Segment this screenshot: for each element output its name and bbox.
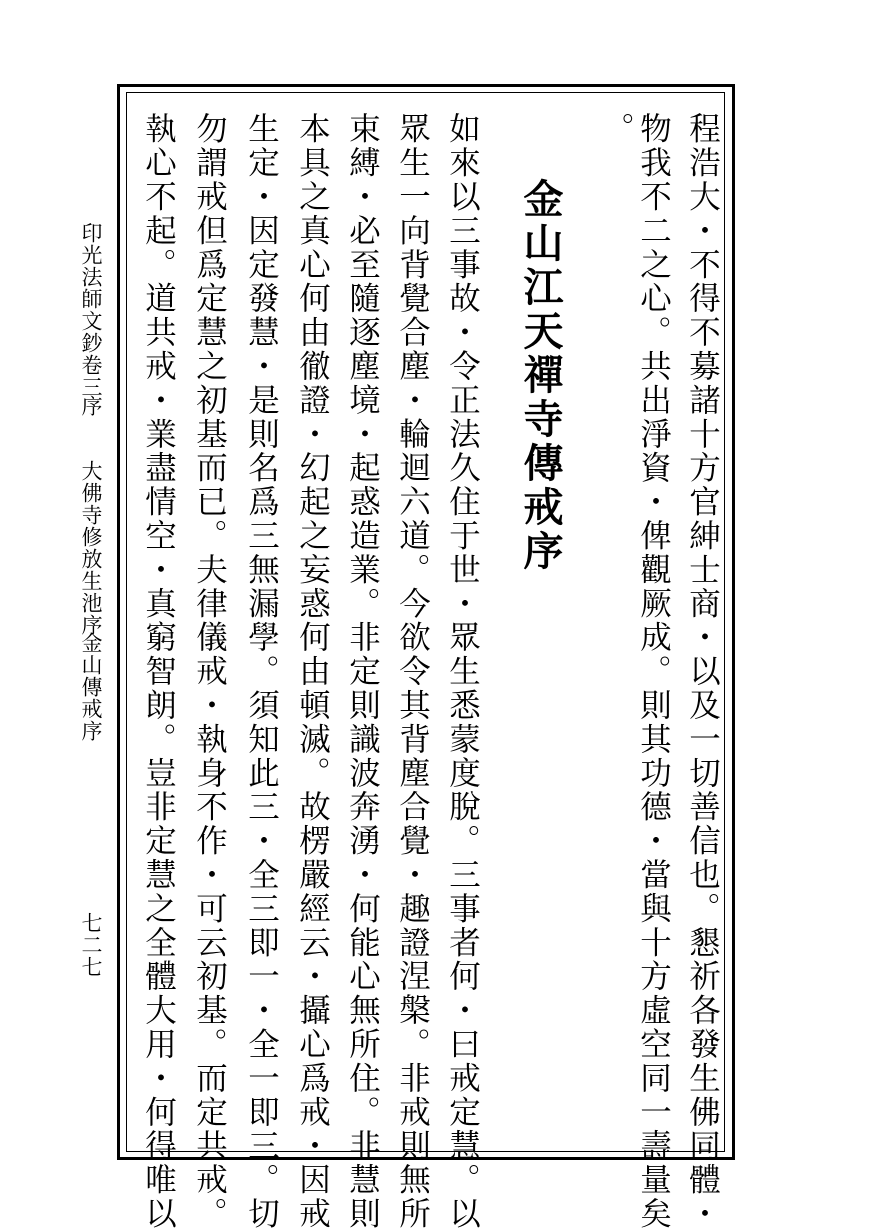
running-header-section: 序 [79, 395, 103, 417]
text-column-3: 。 [598, 112, 635, 146]
text-column-6: 束縛・必至隨逐塵境・起惑造業。非定則識波奔湧・何能心無所住。非慧則 [344, 112, 381, 1231]
article-title: 金山江天禪寺傳戒序 [517, 178, 564, 574]
text-column-1: 程浩大・不得不募諸十方官紳士商・以及一切善信也。懇祈各發生佛同體・ [684, 112, 721, 1231]
text-column-8: 生定・因定發慧・是則名爲三無漏學。須知此三・全三即一・全一即三。切 [243, 112, 280, 1231]
page-number: 七二七 [79, 912, 103, 978]
text-column-10: 執心不起。道共戒・業盡情空・真窮智朗。豈非定慧之全體大用・何得唯以 [140, 112, 177, 1231]
text-column-7: 本具之真心何由徹證・幻起之妄惑何由頓滅。故楞嚴經云・攝心爲戒・因戒 [294, 112, 331, 1231]
text-column-9: 勿謂戒但爲定慧之初基而已。夫律儀戒・執身不作・可云初基。而定共戒。 [191, 112, 228, 1231]
running-header-piece-1: 大佛寺修放生池序 [79, 460, 103, 636]
text-column-5: 眾生一向背覺合塵・輪迴六道。今欲令其背塵合覺・趣證涅槃。非戒則無所 [394, 112, 431, 1231]
text-column-4: 如來以三事故・令正法久住于世・眾生悉蒙度脫。三事者何・曰戒定慧。以 [444, 112, 481, 1231]
running-header-piece-2: 金山傳戒序 [79, 632, 103, 742]
text-column-2: 物我不二之心。共出淨資・俾觀厥成。則其功德・當與十方虛空同一壽量矣 [635, 112, 672, 1231]
running-header-book-title: 印光法師文鈔卷三 [79, 222, 103, 398]
